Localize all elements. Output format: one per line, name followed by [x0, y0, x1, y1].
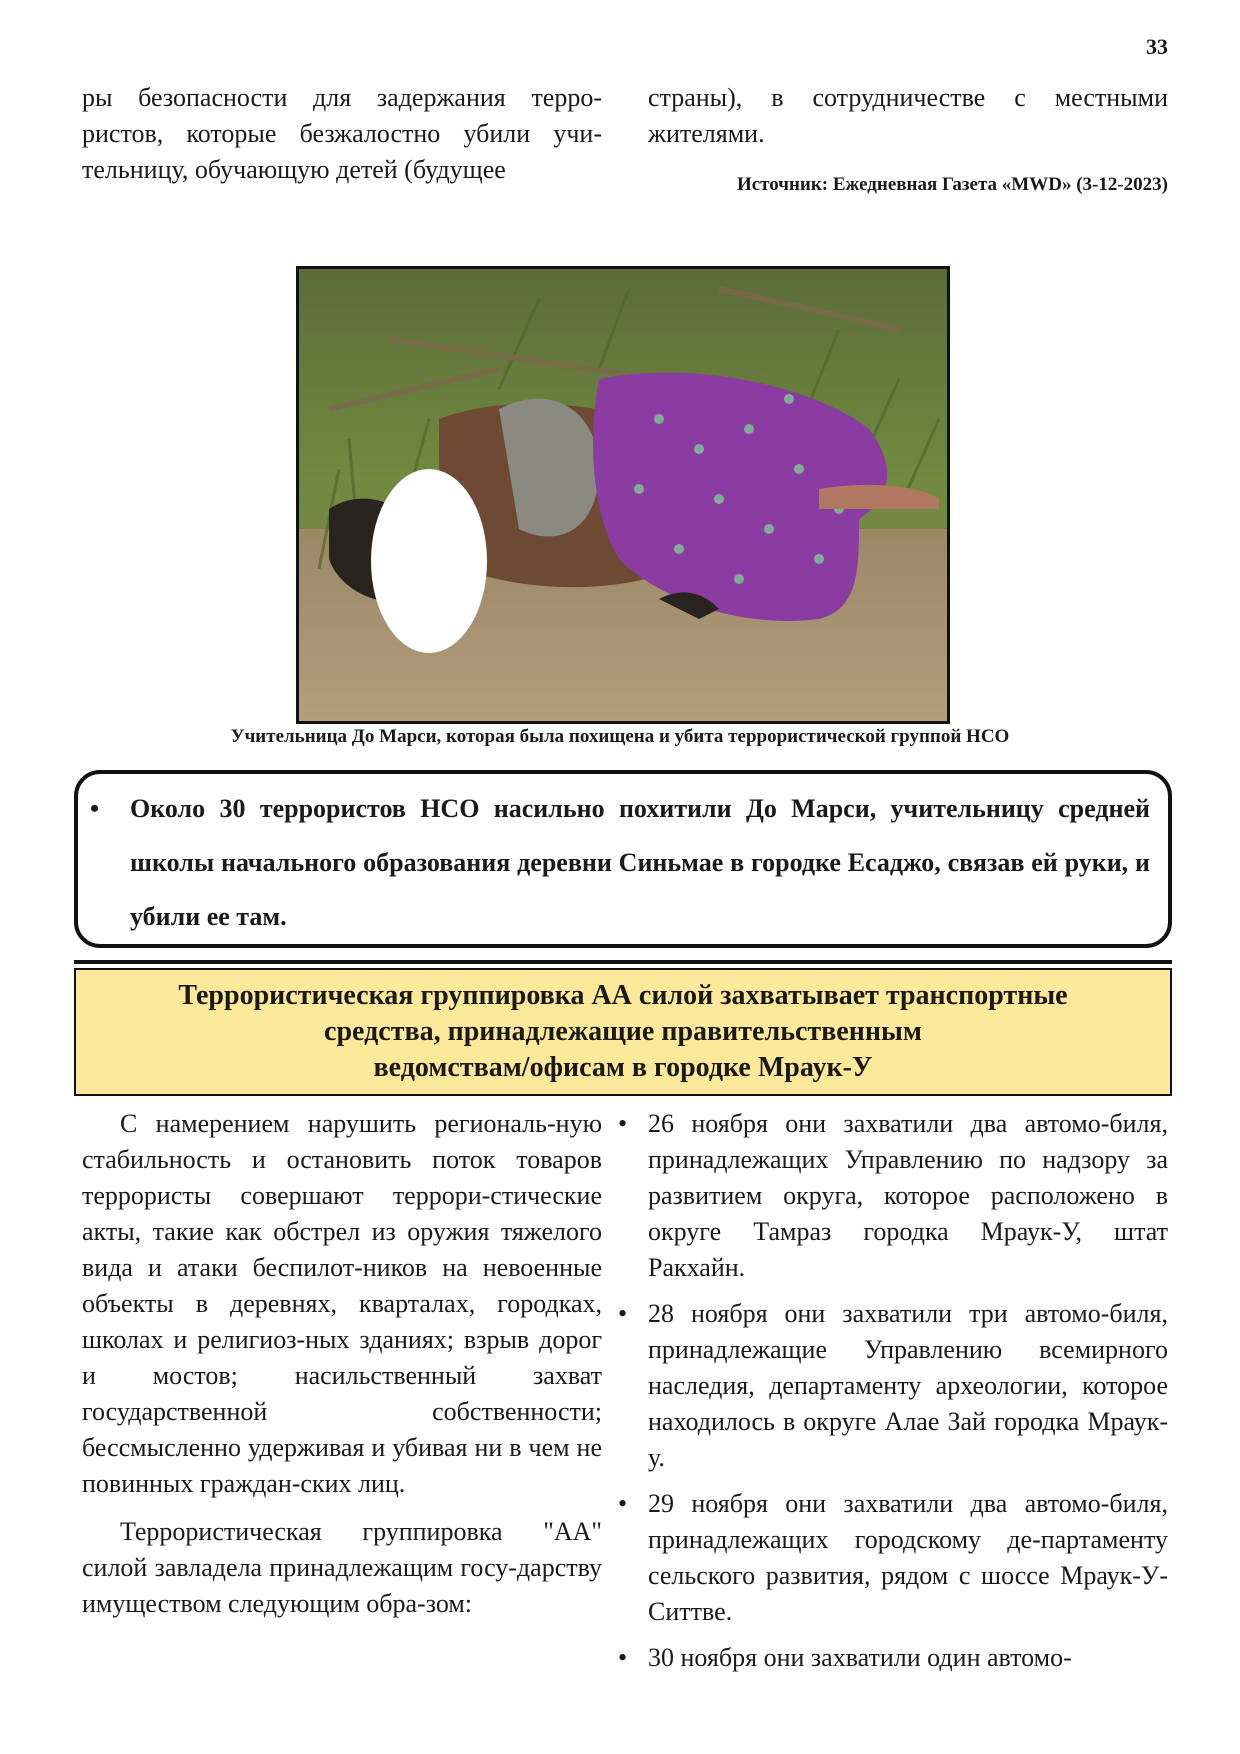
callout-box: [74, 770, 1172, 948]
callout-bullet: • Около 30 террористов НСО насильно похитили До Марси, учительницу средней школы начального образования деревни Синьмае в городке Есаджо, связав ей руки, и убили ее там.: [130, 782, 1150, 944]
source-credit: Источник: Ежедневная Газета «MWD» (3-12-2023): [736, 174, 1168, 195]
body-paragraph-1: С намерением нарушить региональ-ную стабильность и остановить поток товаров террористы совершают террори-стические акты, такие как обстрел из оружия тяжелого вида и атаки беспилот-ников на невоенные объекты в деревнях, кварталах, городках, школах и религиоз-ных зданиях; взрыв дорог и мостов; насильственный захват государственной собственности; бессмысленно удерживая и убивая ни в чем не повинных граждан-ских лиц.: [82, 1109, 602, 1498]
body-left-column: [82, 1106, 602, 1622]
headline-line-2: средства, принадлежащие правительственным: [324, 1016, 922, 1047]
body-right-column: [648, 1106, 1168, 1686]
list-item: • 26 ноября они захватили два автомо-биля, принадлежащих Управлению по надзору за развитием округа, которое расположено в округе Тамраз городка Мраук-У, штат Ракхайн.: [648, 1106, 1168, 1286]
list-item: • 29 ноября они захватили два автомо-биля, принадлежащих городскому де-партаменту сельского развития, рядом с шоссе Мраук-У-Ситтве.: [648, 1486, 1168, 1630]
news-photo: [296, 266, 950, 724]
top-left-paragraph: ры безопасности для задержания терро-ристов, которые безжалостно убили учи-тельницу, обучающую детей (будущее: [82, 83, 602, 184]
list-item: • 28 ноября они захватили три автомо-биля, принадлежащие Управлению всемирного наследия, департаменту археологии, которое находилось в округе Алае Зай городка Мраук-у.: [648, 1296, 1168, 1476]
photo-illustration: [299, 269, 947, 721]
list-item: • 30 ноября они захватили один автомо-: [648, 1640, 1168, 1676]
section-headline: [74, 968, 1172, 1096]
top-right-paragraph: страны), в сотрудничестве с местными жителями.: [648, 83, 1168, 148]
body-paragraph-2: Террористическая группировка "АА" силой завладела принадлежащим госу-дарству имуществом следующим обра-зом:: [82, 1517, 602, 1618]
photo-caption: Учительница До Марси, которая была похищена и убита террористической группой НСО: [230, 726, 1010, 747]
page-number: 33: [1146, 34, 1168, 59]
section-divider: [74, 960, 1172, 964]
headline-line-3: ведомствам/офисам в городке Мраук-У: [373, 1052, 873, 1083]
headline-line-1: Террористическая группировка АА силой захватывает транспортные: [178, 980, 1068, 1011]
